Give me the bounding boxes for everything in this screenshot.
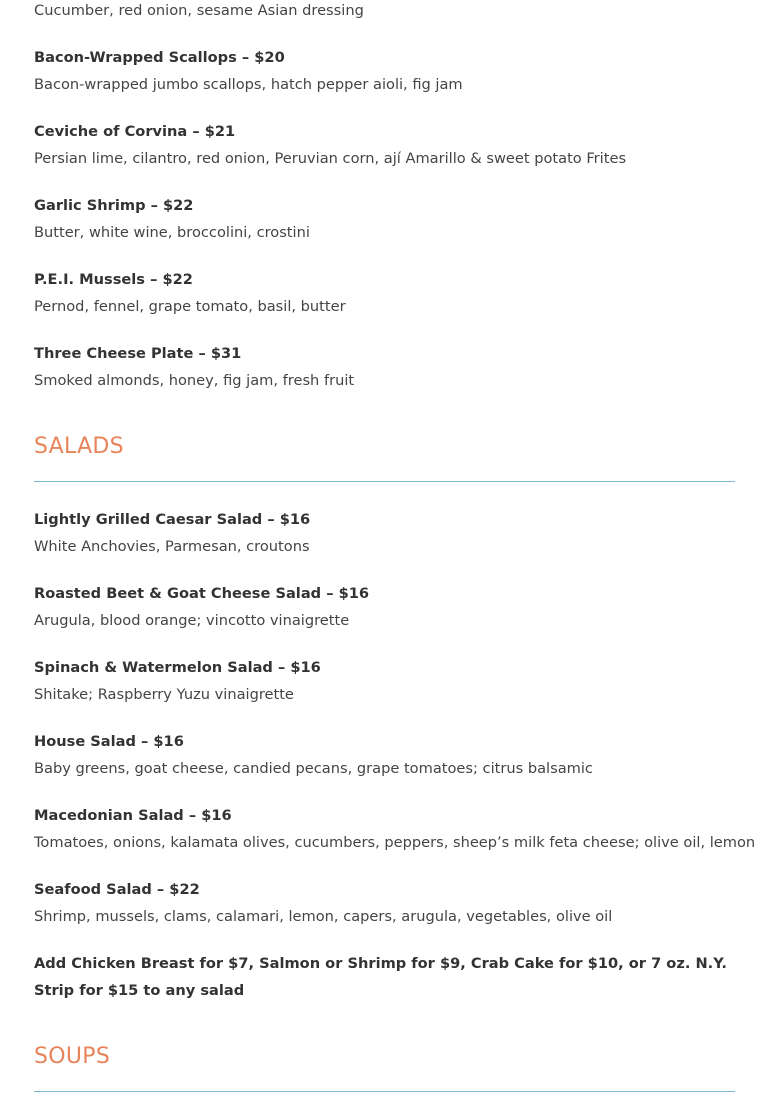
menu-item-name: Bacon-Wrapped Scallops – $20 bbox=[34, 49, 285, 66]
menu-item-description: Smoked almonds, honey, fig jam, fresh fruit bbox=[34, 372, 355, 389]
menu-item-name: Roasted Beet & Goat Cheese Salad – $16 bbox=[34, 585, 370, 602]
section-divider bbox=[34, 1091, 735, 1092]
menu-item-description: Arugula, blood orange; vincotto vinaigrette bbox=[34, 612, 350, 629]
menu-item-name: Garlic Shrimp – $22 bbox=[34, 197, 194, 214]
menu-item-description: Butter, white wine, broccolini, crostini bbox=[34, 224, 310, 241]
menu-item-description: White Anchovies, Parmesan, croutons bbox=[34, 538, 310, 555]
menu-item-description: Persian lime, cilantro, red onion, Peruvian corn, ají Amarillo & sweet potato Frites bbox=[34, 150, 627, 167]
section-title-salads: SALADS bbox=[34, 434, 124, 459]
menu-item-description: Tomatoes, onions, kalamata olives, cucumbers, peppers, sheep’s milk feta cheese; olive oil, lemon bbox=[34, 834, 756, 851]
menu-item-name: Spinach & Watermelon Salad – $16 bbox=[34, 659, 321, 676]
menu-item-description: Bacon-wrapped jumbo scallops, hatch pepper aioli, fig jam bbox=[34, 76, 463, 93]
menu-item-name: Seafood Salad – $22 bbox=[34, 881, 200, 898]
section-divider bbox=[34, 481, 735, 482]
menu-item-name: Lightly Grilled Caesar Salad – $16 bbox=[34, 511, 311, 528]
menu-item-name: P.E.I. Mussels – $22 bbox=[34, 271, 193, 288]
salad-addon-note: Add Chicken Breast for $7, Salmon or Shrimp for $9, Crab Cake for $10, or 7 oz. N.Y. Strip for $15 to any salad bbox=[34, 955, 727, 999]
menu-item-description: Baby greens, goat cheese, candied pecans, grape tomatoes; citrus balsamic bbox=[34, 760, 593, 777]
menu-item-name: Three Cheese Plate – $31 bbox=[34, 345, 242, 362]
menu-item-name: Macedonian Salad – $16 bbox=[34, 807, 232, 824]
menu-item-description: Pernod, fennel, grape tomato, basil, butter bbox=[34, 298, 346, 315]
menu-item-name: Ceviche of Corvina – $21 bbox=[34, 123, 236, 140]
menu-item-name: House Salad – $16 bbox=[34, 733, 184, 750]
menu-item-description: Cucumber, red onion, sesame Asian dressing bbox=[34, 2, 364, 19]
section-title-soups: SOUPS bbox=[34, 1044, 111, 1069]
menu-item-description: Shitake; Raspberry Yuzu vinaigrette bbox=[34, 686, 294, 703]
menu-item-description: Shrimp, mussels, clams, calamari, lemon, capers, arugula, vegetables, olive oil bbox=[34, 908, 613, 925]
